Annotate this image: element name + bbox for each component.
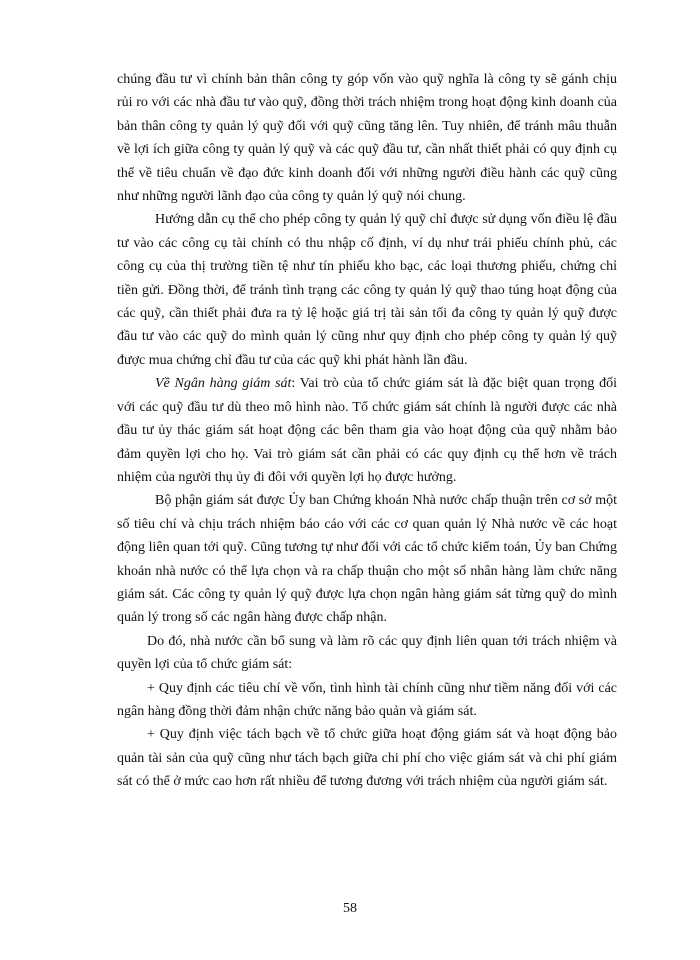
paragraph-1: chúng đầu tư vì chính bản thân công ty góp vốn vào quỹ nghĩa là công ty sẽ gánh chịu rủi ro với các nhà đầu tư vào quỹ, đồng thời trách nhiệm trong hoạt động kinh doanh của bản thân công ty quản lý quỹ đối với quỹ cũng tăng lên. Tuy nhiên, để tránh mâu thuẫn về lợi ích giữa công ty quản lý quỹ và các quỹ đầu tư, cần nhất thiết phải có quy định cụ thể về tiêu chuẩn về đạo đức kinh doanh đối với những người điều hành các quỹ cũng như những người lãnh đạo của công ty quản lý quỹ nói chung.: [117, 72, 617, 205]
paragraph-6-bullet: + Quy định các tiêu chí về vốn, tình hình tài chính cũng như tiềm năng đối với các ngân hàng đồng thời đảm nhận chức năng bảo quản và giám sát.: [117, 680, 617, 719]
paragraph-4: Bộ phận giám sát được Ủy ban Chứng khoán Nhà nước chấp thuận trên cơ sở một số tiêu chí và chịu trách nhiệm báo cáo với các cơ quan quản lý Nhà nước về các hoạt động liên quan tới quỹ. Cũng tương tự như đối với các tổ chức kiểm toán, Ủy ban Chứng khoán nhà nước có thể lựa chọn và ra chấp thuận cho một số nhân hàng làm chức năng giám sát. Các công ty quản lý quỹ được lựa chọn ngân hàng giám sát từng quỹ do mình quản lý trong số các ngân hàng được chấp nhận.: [117, 493, 617, 626]
paragraph-3: [117, 372, 617, 489]
document-page: [117, 68, 617, 794]
paragraph-3-body: : Vai trò của tổ chức giám sát là đặc biệt quan trọng đối với các quỹ đầu tư dù theo mô hình nào. Tổ chức giám sát chính là người được các nhà đầu tư ủy thác giám sát hoạt động các bên tham gia vào hoạt động của quỹ nhằm bảo đảm quyền lợi cho họ. Vai trò giám sát cần phải có các quy định cụ thể hơn về trách nhiệm của người thụ ủy đi đôi với quyền lợi họ được hưởng.: [117, 376, 617, 485]
paragraph-7-bullet: + Quy định việc tách bạch về tổ chức giữa hoạt động giám sát và hoạt động bảo quản tài sản của quỹ cũng như tách bạch giữa chi phí cho việc giám sát và chi phí giám sát có thể ở mức cao hơn rất nhiều để tương đương với trách nhiệm của người giám sát.: [117, 727, 617, 790]
paragraph-3-lead: Về Ngân hàng giám sát: [155, 376, 292, 392]
page-number: 58: [343, 901, 357, 916]
paragraph-5: Do đó, nhà nước cần bổ sung và làm rõ các quy định liên quan tới trách nhiệm và quyền lợi của tổ chức giám sát:: [117, 633, 617, 673]
paragraph-2: Hướng dẫn cụ thể cho phép công ty quản lý quỹ chỉ được sử dụng vốn điều lệ đầu tư vào các công cụ tài chính có thu nhập cố định, ví dụ như trái phiếu chính phủ, các công cụ của thị trường tiền tệ như tín phiếu kho bạc, các loại thương phiếu, chứng chỉ tiền gửi. Đồng thời, để tránh tình trạng các công ty quản lý quỹ thao túng hoạt động của các quỹ, cần thiết phải đưa ra tỷ lệ hoặc giá trị tài sản tối đa công ty quản lý quỹ được đầu tư vào các quỹ do mình quản lý cũng như quy định cho phép công ty quản lý quỹ được mua chứng chỉ đầu tư của các quỹ khi phát hành lần đầu.: [117, 212, 617, 368]
